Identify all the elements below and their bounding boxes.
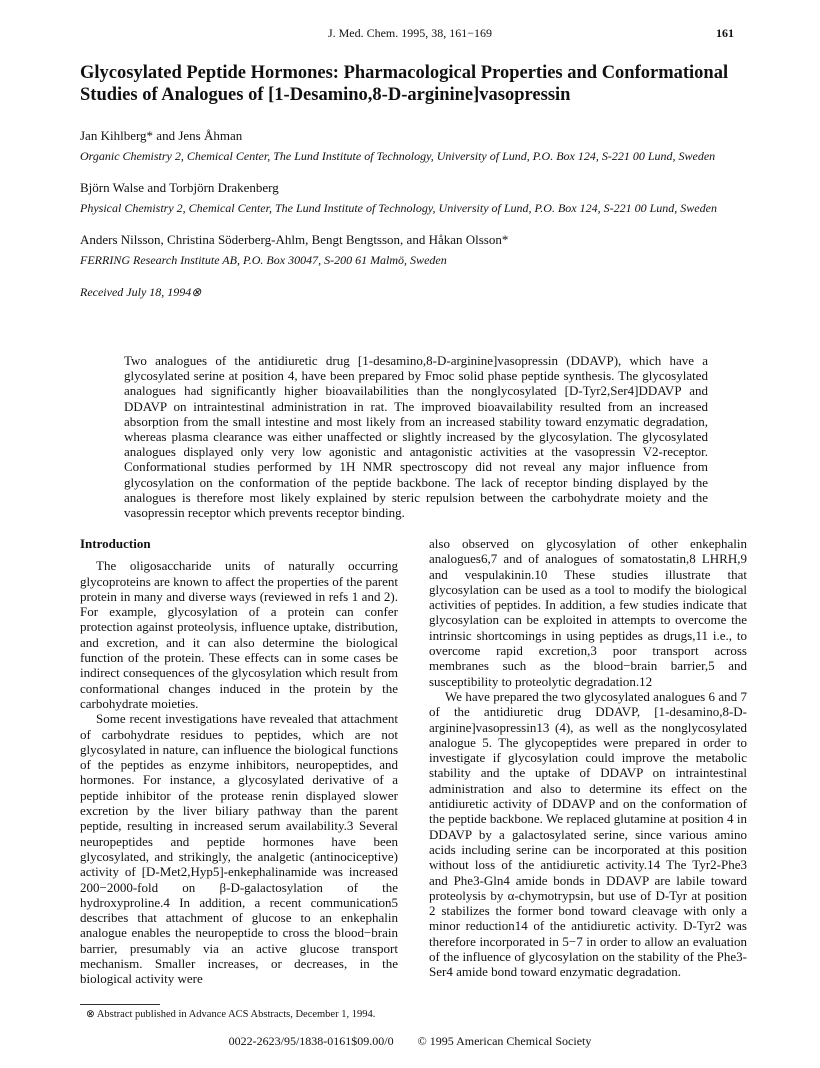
section-heading-introduction: Introduction [80, 536, 151, 551]
author-group-1-affiliation: Organic Chemistry 2, Chemical Center, The Lund Institute of Technology, University of Lund, P.O. Box 124, S-221 00 Lund, Sweden [80, 149, 716, 163]
abstract: Two analogues of the antidiuretic drug [1-desamino,8-D-arginine]vasopressin (DDAVP), which have a glycosylated serine at position 4, have been prepared by Fmoc solid phase peptide synthesis. The glycosylated analogues had significantly higher bioavailabilities than the nonglycosylated [D-Tyr2,Ser4]DDAVP and DDAVP on intraintestinal administration in rat. The improved bioavailability resulted from an increased absorption from the small intestine and most likely from an increased stability toward enzymatic degradation, whereas plasma clearance was either unaffected or slightly increased by the glycosylation. The glycosylated analogues displayed only very low agonistic and antagonistic activities at the vasopressin V2-receptor. Conformational studies performed by 1H NMR spectroscopy did not reveal any major influence from glycosylation on the conformation of the peptide backbone. The lack of receptor binding displayed by the analogues is therefore most likely explained by steric repulsion between the carbohydrate moiety and the vasopressin receptor which prevents receptor binding. [124, 353, 708, 521]
author-group-2-names: Björn Walse and Torbjörn Drakenberg [80, 180, 279, 195]
journal-citation: J. Med. Chem. 1995, 38, 161−169 [327, 26, 493, 40]
right-column [429, 536, 747, 980]
intro-paragraph-4: We have prepared the two glycosylated analogues 6 and 7 of the antidiuretic drug DDAVP, [1-desamino,8-D-arginine]vasopressin13 (4), as well as the nonglycosylated analogue 5. The glycopeptides were prepared in order to investigate if glycosylation could improve the metabolic stability and the uptake of DDAVP on intraintestinal administration and also to determine its effect on the antidiuretic activity of DDAVP and on the conformation of the peptide backbone. We replaced glutamine at position 4 in DDAVP by a galactosylated serine, since various amino acids including serine can be incorporated at this position without loss of the antidiuretic activity.14 The Tyr2-Phe3 and Phe3-Gln4 amide bonds in DDAVP are labile toward proteolysis by α-chymotrypsin, but use of D-Tyr at position 2 stabilizes the former bond toward cleavage with only a minor reduction14 of the antidiuretic activity. D-Tyr2 was therefore incorporated in 5−7 in order to allow an evaluation of the influence of glycosylation on the stability of the Phe3-Ser4 amide bond toward enzymatic degradation. [429, 688, 747, 980]
running-head [0, 26, 820, 42]
left-column [80, 536, 398, 987]
article-code: 0022-2623/95/1838-0161$09.00/0 [228, 1034, 394, 1048]
footnote: ⊗ Abstract published in Advance ACS Abstracts, December 1, 1994. [86, 1009, 376, 1020]
page-number: 161 [716, 26, 734, 40]
intro-paragraph-2: Some recent investigations have revealed that attachment of carbohydrate residues to peptides, which are not glycosylated in nature, can influence the biological functions of the peptides as enzyme inhibitors, neuropeptides, and hormones. For instance, a glycosylated derivative of a peptide inhibitor of the protease renin displayed slower excretion by the liver biliary pathway than the parent peptide, resulting in increased serum availability.3 Several neuropeptides and peptide hormones have been glycosylated, and strikingly, the analgetic (antinociceptive) activity of [D-Met2,Hyp5]-enkephalinamide was increased 200−2000-fold on β-D-galactosylation of the hydroxyproline.4 In addition, a recent communication5 describes that attachment of glucose to an enkephalin analogue enables the neuropeptide to cross the blood−brain barrier, presumably via an active glucose transport mechanism. Smaller increases, or decreases, in the biological activity were [80, 711, 398, 987]
received-date: Received July 18, 1994⊗ [80, 285, 202, 299]
author-group-2-affiliation: Physical Chemistry 2, Chemical Center, The Lund Institute of Technology, University of Lund, P.O. Box 124, S-221 00 Lund, Sweden [80, 201, 717, 215]
article-title: Glycosylated Peptide Hormones: Pharmacological Properties and Conformational Studies of Analogues of [1-Desamino,8-D-arginine]vasopressin [80, 63, 729, 105]
page-footer [0, 1034, 820, 1049]
author-group-1-names: Jan Kihlberg* and Jens Åhman [80, 128, 243, 143]
author-list [80, 128, 760, 312]
copyright-notice: © 1995 American Chemical Society [417, 1034, 592, 1048]
footnote-divider [80, 1004, 160, 1005]
intro-paragraph-1: The oligosaccharide units of naturally occurring glycoproteins are known to affect the properties of the parent protein in many and diverse ways (reviewed in refs 1 and 2). For example, glycosylation of a protein can confer protection against proteolysis, influence uptake, distribution, and excretion, and it can also determine the biological function of the protein. These effects can in some cases be indirect consequences of the glycosylation which result from conformational changes induced in the protein by the carbohydrate moieties. [80, 558, 398, 711]
author-group-3-names: Anders Nilsson, Christina Söderberg-Ahlm, Bengt Bengtsson, and Håkan Olsson* [80, 232, 509, 247]
intro-paragraph-3: also observed on glycosylation of other enkephalin analogues6,7 and of analogues of somatostatin,8 LHRH,9 and vespulakinin.10 These studies illustrate that glycosylation can be used as a tool to modify the biological activities of peptides. In addition, a few studies indicate that glycosylation can be exploited in attempts to overcome the intrinsic shortcomings in using peptides as drugs,11 i.e., to overcome rapid excretion,3 poor transport across membranes such as the blood−brain barrier,5 and susceptibility to proteolytic degradation.12 [429, 536, 747, 689]
author-group-3-affiliation: FERRING Research Institute AB, P.O. Box 30047, S-200 61 Malmö, Sweden [80, 253, 447, 267]
